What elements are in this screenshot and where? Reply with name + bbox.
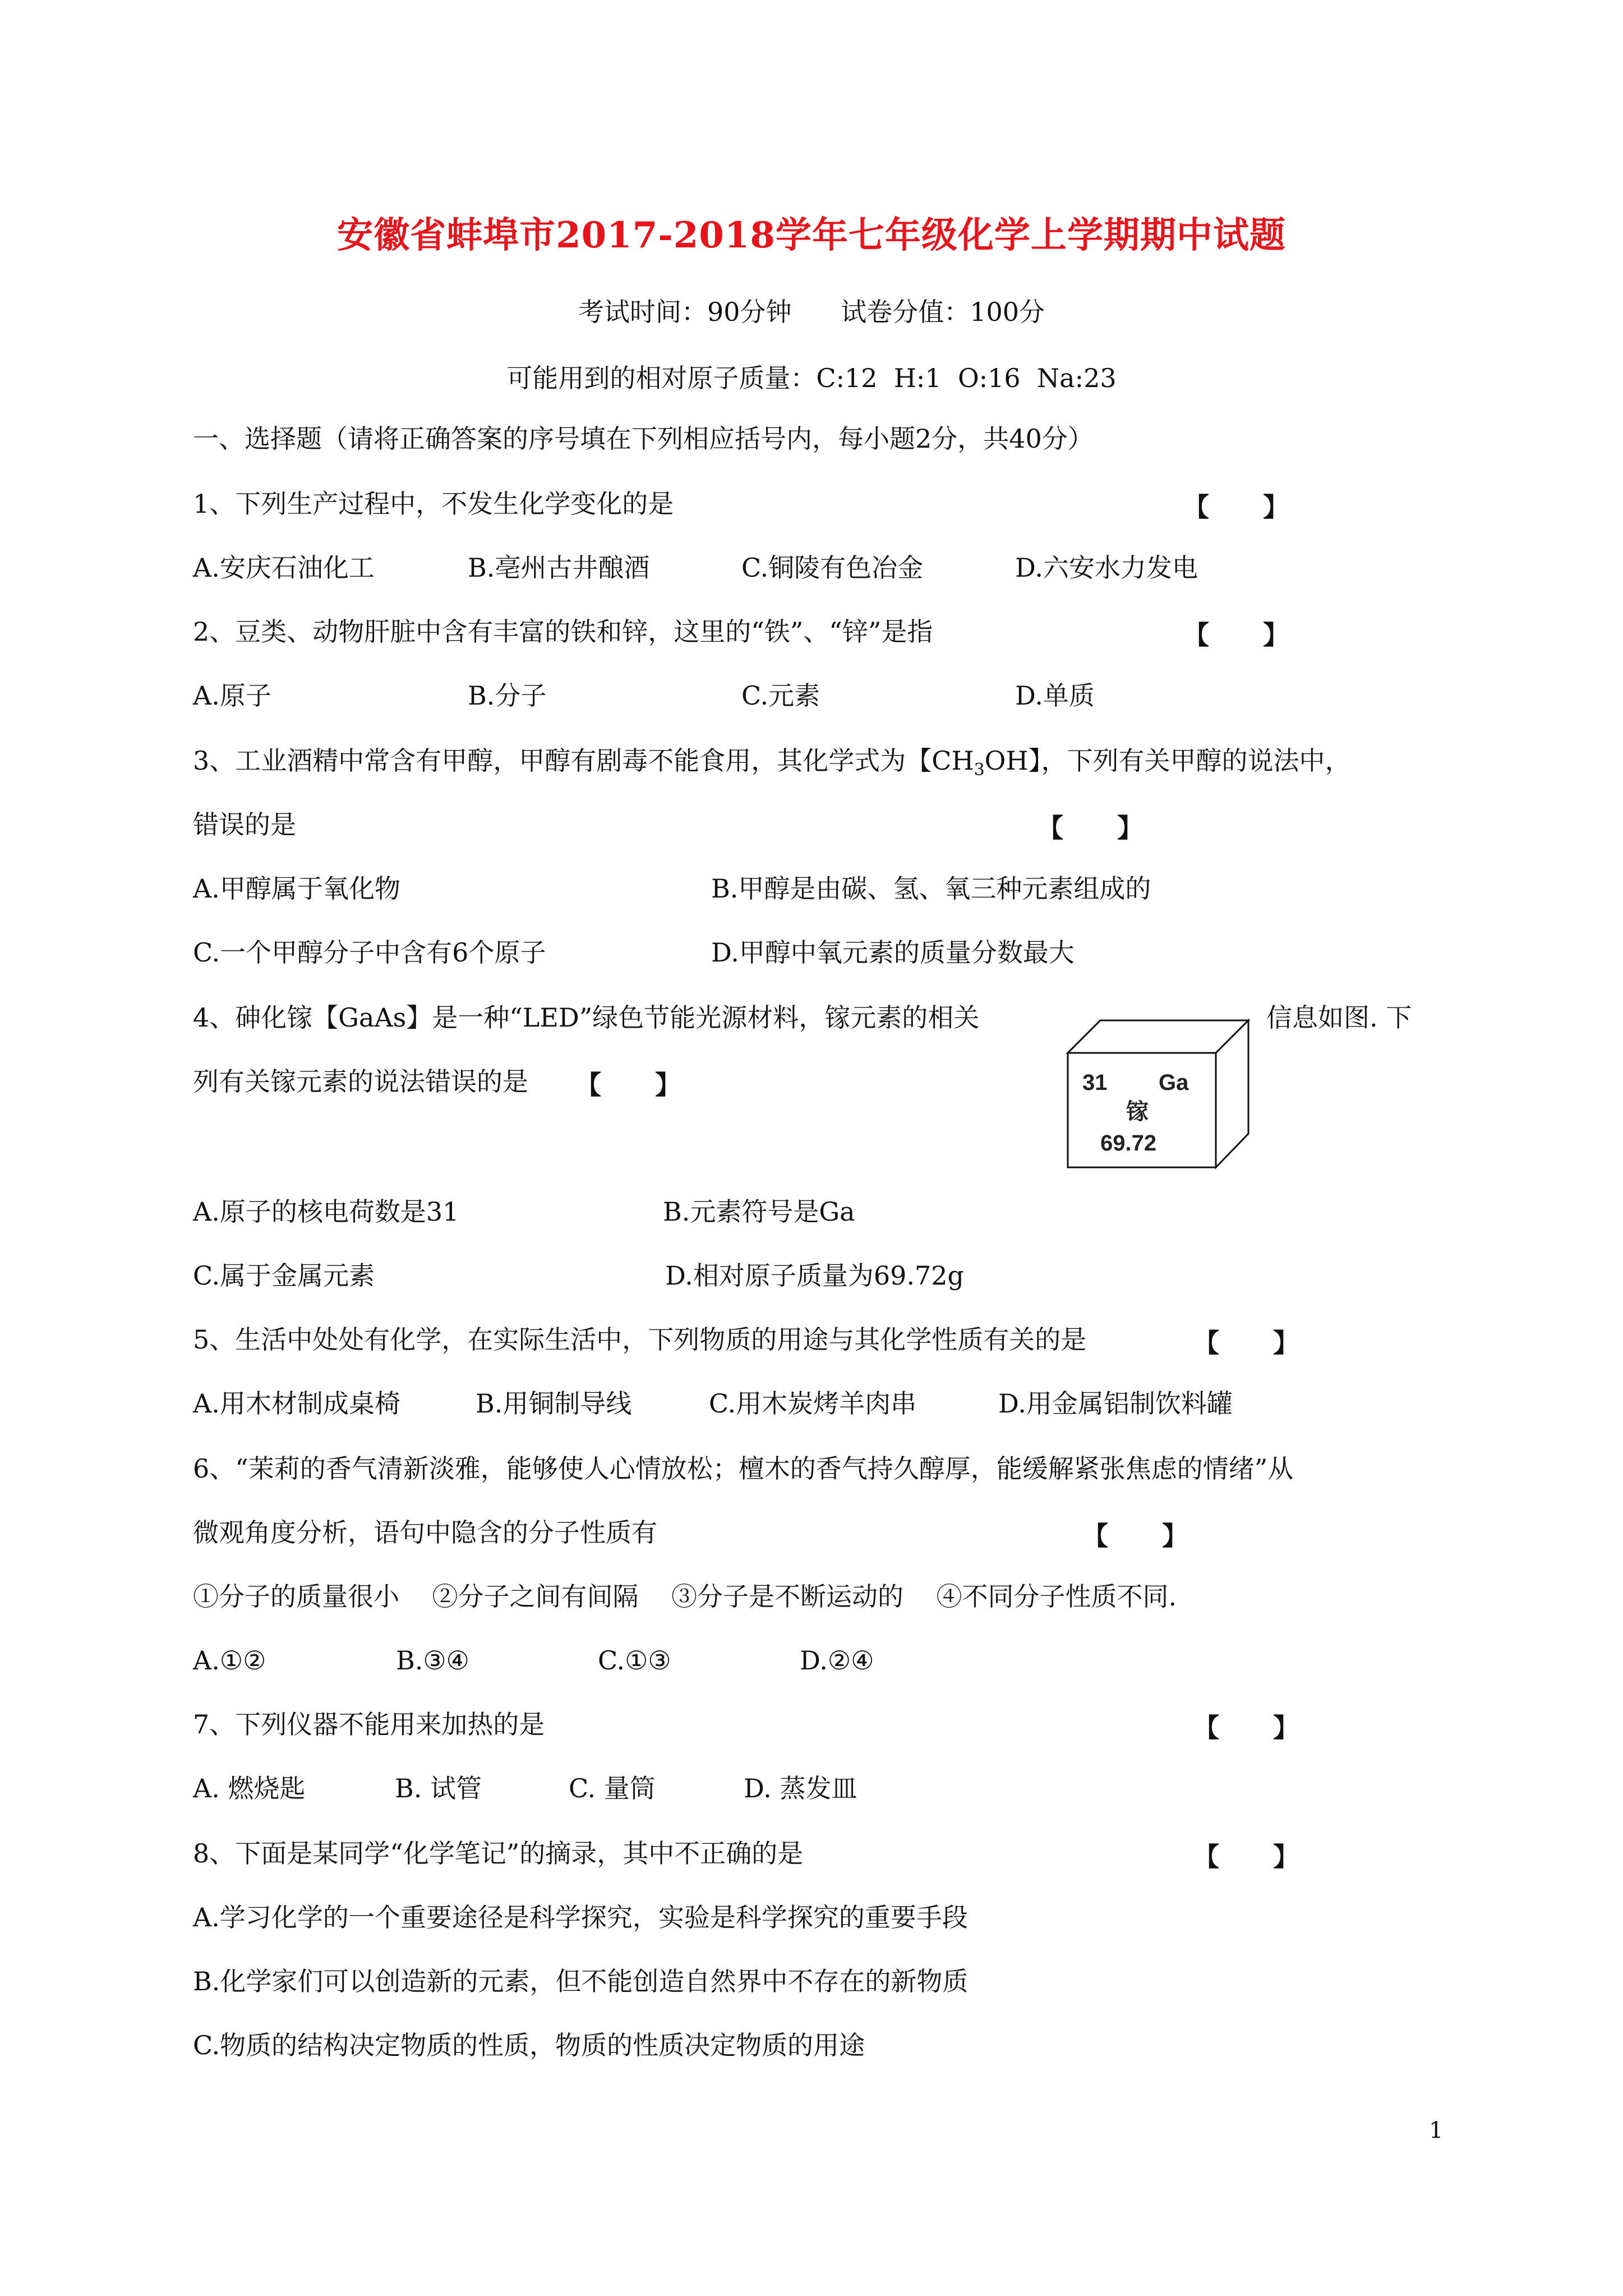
q5-option-d: D.用金属铝制饮料罐 xyxy=(998,1388,1233,1419)
q2-option-c: C.元素 xyxy=(741,680,820,711)
q1-option-d: D.六安水力发电 xyxy=(1015,553,1198,583)
q3-option-b: B.甲醇是由碳、氢、氧三种元素组成的 xyxy=(711,873,1151,904)
atomic-mass-info: 可能用到的相对原子质量：C:12 H:1 O:16 Na:23 xyxy=(506,363,1117,393)
q1-option-c: C.铜陵有色冶金 xyxy=(741,553,924,583)
q5-option-b: B.用铜制导线 xyxy=(476,1388,632,1419)
q6-option-d: D.②④ xyxy=(800,1645,874,1676)
question-5-stem: 5、生活中处处有化学，在实际生活中，下列物质的用途与其化学性质有关的是 xyxy=(193,1324,1087,1355)
q2-option-b: B.分子 xyxy=(468,680,547,711)
page-title: 安徽省蚌埠市2017-2018学年七年级化学上学期期中试题 xyxy=(337,214,1286,256)
section-heading: 一、选择题（请将正确答案的序号填在下列相应括号内，每小题2分，共40分） xyxy=(193,424,1094,454)
question-4-stem-line1b: 信息如图. 下 xyxy=(1266,1002,1412,1033)
q8-option-b: B.化学家们可以创造新的元素，但不能创造自然界中不存在的新物质 xyxy=(193,1966,969,1996)
q8-option-c: C.物质的结构决定物质的性质，物质的性质决定物质的用途 xyxy=(193,2030,865,2060)
q2-option-d: D.单质 xyxy=(1015,680,1095,711)
element-mass: 69.72 xyxy=(1100,1131,1157,1156)
answer-bracket-4: 【 】 xyxy=(575,1070,681,1100)
answer-bracket-5: 【 】 xyxy=(1193,1328,1299,1358)
q3-stem-part-a: 3、工业酒精中常含有甲醇，甲醇有剧毒不能食用，其化学式为【CH xyxy=(193,746,974,776)
q1-option-b: B.亳州古井酿酒 xyxy=(468,553,650,583)
q6-option-a: A.①② xyxy=(193,1645,266,1676)
q6-option-c: C.①③ xyxy=(598,1645,671,1676)
page-number: 1 xyxy=(1429,2118,1444,2143)
question-7-stem: 7、下列仪器不能用来加热的是 xyxy=(193,1709,545,1740)
question-6-stem-line1: 6、“茉莉的香气清新淡雅，能够使人心情放松；檀木的香气持久醇厚，能缓解紧张焦虑的情绪”从 xyxy=(193,1453,1294,1484)
answer-bracket-6: 【 】 xyxy=(1082,1521,1188,1551)
q3-option-c: C.一个甲醇分子中含有6个原子 xyxy=(193,937,546,968)
q7-option-a: A. 燃烧匙 xyxy=(193,1773,306,1803)
q8-option-a: A.学习化学的一个重要途径是科学探究，实验是科学探究的重要手段 xyxy=(193,1902,968,1932)
answer-bracket-7: 【 】 xyxy=(1193,1713,1299,1743)
question-3-stem-line1 xyxy=(193,744,1351,787)
element-name: 镓 xyxy=(1126,1099,1149,1125)
answer-bracket-3: 【 】 xyxy=(1038,813,1144,843)
q5-option-c: C.用木炭烤羊肉串 xyxy=(709,1388,917,1419)
q4-option-a: A.原子的核电荷数是31 xyxy=(193,1197,459,1227)
q4-option-c: C.属于金属元素 xyxy=(193,1260,375,1291)
q2-option-a: A.原子 xyxy=(193,680,271,711)
answer-bracket-1: 【 】 xyxy=(1183,492,1289,522)
question-6-statements: ①分子的质量很小 ②分子之间有间隔 ③分子是不断运动的 ④不同分子性质不同. xyxy=(193,1581,1177,1612)
q3-option-a: A.甲醇属于氧化物 xyxy=(193,873,400,904)
question-4-stem-line1a: 4、砷化镓【GaAs】是一种“LED”绿色节能光源材料，镓元素的相关 xyxy=(193,1002,980,1033)
question-3-stem-line2: 错误的是 xyxy=(193,809,296,840)
q7-option-b: B. 试管 xyxy=(395,1773,482,1803)
answer-bracket-2: 【 】 xyxy=(1183,620,1289,650)
q3-stem-part-b: OH】，下列有关甲醇的说法中， xyxy=(984,746,1351,776)
q7-option-d: D. 蒸发皿 xyxy=(744,1773,857,1803)
q5-option-a: A.用木材制成桌椅 xyxy=(193,1388,400,1419)
q4-option-d: D.相对原子质量为69.72g xyxy=(665,1260,964,1291)
element-number: 31 xyxy=(1082,1070,1108,1095)
question-4-stem-line2: 列有关镓元素的说法错误的是 xyxy=(193,1066,528,1097)
q7-option-c: C. 量筒 xyxy=(569,1773,656,1803)
gallium-element-card xyxy=(1066,1018,1251,1170)
exam-info: 考试时间：90分钟 试卷分值：100分 xyxy=(578,297,1045,327)
q6-option-b: B.③④ xyxy=(396,1645,469,1676)
q3-formula-subscript: 3 xyxy=(974,760,985,780)
element-symbol: Ga xyxy=(1159,1070,1189,1095)
question-2-stem: 2、豆类、动物肝脏中含有丰富的铁和锌，这里的“铁”、“锌”是指 xyxy=(193,616,933,647)
question-6-stem-line2: 微观角度分析，语句中隐含的分子性质有 xyxy=(193,1517,657,1548)
answer-bracket-8: 【 】 xyxy=(1193,1842,1299,1872)
q1-option-a: A.安庆石油化工 xyxy=(193,553,375,583)
q4-option-b: B.元素符号是Ga xyxy=(663,1197,855,1227)
q3-option-d: D.甲醇中氧元素的质量分数最大 xyxy=(711,937,1075,968)
question-1-stem: 1、下列生产过程中，不发生化学变化的是 xyxy=(193,489,674,519)
question-8-stem: 8、下面是某同学“化学笔记”的摘录，其中不正确的是 xyxy=(193,1838,804,1869)
